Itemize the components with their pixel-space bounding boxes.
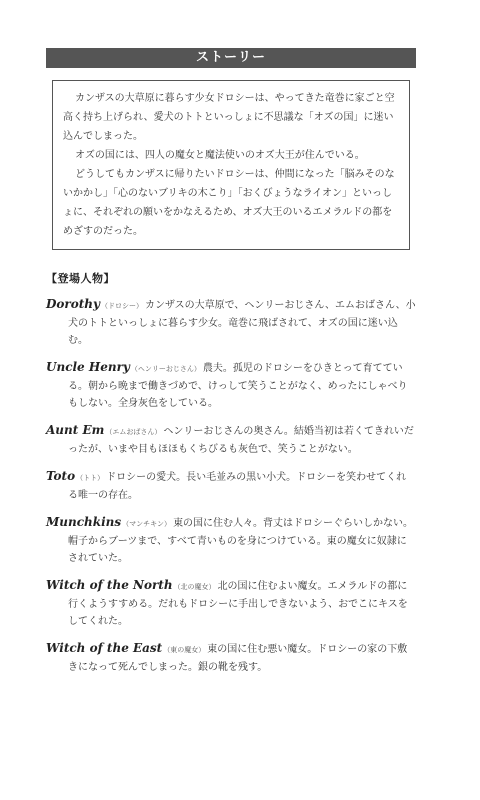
character-entry: [46, 359, 416, 412]
character-entry: [46, 468, 416, 504]
character-reading: （ドロシー）: [100, 302, 143, 310]
character-description: 東の国に住む悪い魔女。ドロシーの家の下敷きになって死んでしまった。銀の靴を残す。: [68, 644, 408, 673]
character-description: カンザスの大草原で、ヘンリーおじさん、エムおばさん、小犬のトトといっしょに暮らす少女。竜巻に飛ばされて、オズの国に迷い込む。: [68, 300, 416, 346]
character-description: ドロシーの愛犬。長い毛並みの黒い小犬。ドロシーを笑わせてくれる唯一の存在。: [68, 472, 407, 501]
character-reading: （ヘンリーおじさん）: [130, 365, 201, 373]
story-paragraph: オズの国には、四人の魔女と魔法使いのオズ大王が住んでいる。: [75, 150, 365, 161]
character-name: Witch of the North: [46, 578, 173, 592]
character-entry: [46, 640, 416, 676]
character-name: Munchkins: [46, 515, 122, 529]
character-description: 東の国に住む人々。背丈はドロシーぐらいしかない。帽子からブーツまで、すべて青いものを身につけている。東の魔女に奴隷にされていた。: [68, 518, 414, 564]
story-box: [52, 80, 410, 250]
character-entry: [46, 514, 416, 567]
character-name: Toto: [46, 469, 76, 483]
page: [46, 48, 416, 676]
character-name: Dorothy: [46, 297, 100, 311]
character-reading: （トト）: [76, 474, 105, 482]
character-reading: （北の魔女）: [173, 583, 216, 591]
character-reading: （マンチキン）: [122, 520, 172, 528]
character-description: 北の国に住むよい魔女。エメラルドの都に行くようすすめる。だれもドロシーに手出しできないよう、おでこにキスをしてくれた。: [68, 581, 408, 627]
characters-title: 【登場人物】: [46, 272, 115, 285]
character-name: Aunt Em: [46, 423, 105, 437]
story-header: ストーリー: [46, 48, 416, 68]
character-reading: （エムおばさん）: [105, 428, 162, 436]
character-entry: [46, 422, 416, 458]
story-paragraph: どうしてもカンザスに帰りたいドロシーは、仲間になった「脳みそのないかかし」「心のないブリキの木こり」「おくびょうなライオン」といっしょに、それぞれの願いをかなえるため、オズ大王のいるエメラルドの都をめざすのだった。: [63, 169, 395, 237]
character-description: 農夫。孤児のドロシーをひきとって育てている。朝から晩まで働きづめで、けっして笑うことがなく、めったにしゃべりもしない。全身灰色をしている。: [68, 363, 408, 409]
character-entry: [46, 577, 416, 630]
character-description: ヘンリーおじさんの奥さん。結婚当初は若くてきれいだったが、いまや目もほほもくちびるも灰色で、笑うことがない。: [68, 426, 414, 455]
character-reading: （東の魔女）: [163, 646, 206, 654]
character-name: Witch of the East: [46, 641, 163, 655]
character-name: Uncle Henry: [46, 360, 130, 374]
story-paragraph: カンザスの大草原に暮らす少女ドロシーは、やってきた竜巻に家ごと空高く持ち上げられ、愛犬のトトといっしょに不思議な「オズの国」に迷い込んでしまった。: [63, 93, 395, 142]
character-entry: [46, 296, 416, 349]
